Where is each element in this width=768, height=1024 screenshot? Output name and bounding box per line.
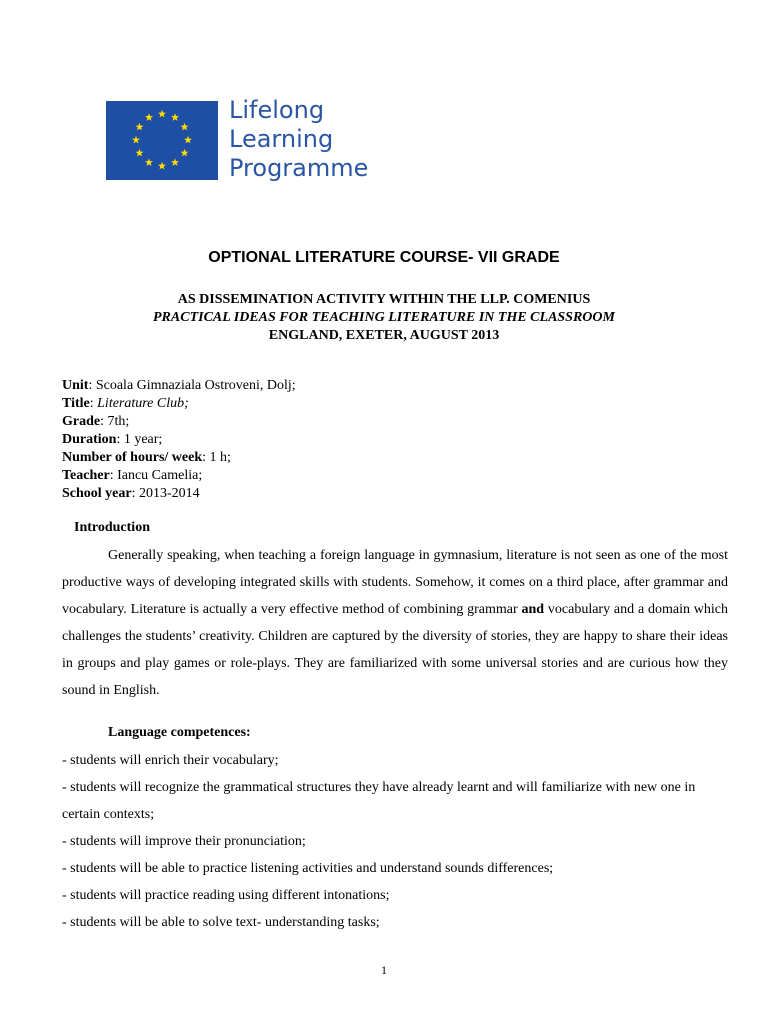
- eu-star-icon: [145, 113, 153, 121]
- eu-star-icon: [145, 158, 153, 166]
- logo-wordmark: [229, 96, 368, 183]
- lifelong-learning-logo: [100, 88, 384, 206]
- unit-label: Unit: [62, 378, 89, 393]
- page-number: 1: [381, 963, 387, 977]
- eu-flag-icon: [106, 101, 218, 180]
- eu-stars-icon: [106, 101, 218, 180]
- title-row: [62, 395, 296, 413]
- title-value: Literature Club;: [97, 396, 189, 411]
- teacher-label: Teacher: [62, 468, 110, 483]
- unit-row: [62, 377, 296, 395]
- logo-line-3: Programme: [229, 154, 369, 182]
- school-year-value: : 2013-2014: [131, 486, 200, 501]
- list-item: - students will be able to solve text- understanding tasks;: [62, 915, 380, 930]
- list-item: - students will practice reading using different intonations;: [62, 888, 390, 903]
- eu-star-icon: [132, 136, 140, 144]
- list-item: - students will enrich their vocabulary;: [62, 753, 279, 768]
- document-title: OPTIONAL LITERATURE COURSE- VII GRADE: [208, 249, 560, 266]
- logo-line-2: Learning: [229, 125, 334, 153]
- grade-label: Grade: [62, 414, 101, 429]
- grade-value: : 7th;: [100, 414, 130, 429]
- eu-star-icon: [181, 149, 189, 157]
- intro-text-2: vocabulary and a domain which challenges the students’ creativity. Children are captured by the diversity of stories, they are happy to share their ideas in groups and play games or role-plays. They are familiarized with some universal stories and are curious how they sound in English.: [62, 602, 729, 698]
- list-item: - students will be able to practice listening activities and understand sounds differences;: [62, 861, 554, 876]
- school-year-label: School year: [62, 486, 132, 501]
- eu-star-icon: [158, 162, 166, 170]
- logo-line-1: Lifelong: [229, 96, 325, 124]
- eu-star-icon: [135, 149, 143, 157]
- school-year-row: [62, 485, 296, 503]
- eu-star-icon: [171, 158, 179, 166]
- eu-star-icon: [171, 113, 179, 121]
- eu-star-icon: [181, 123, 189, 131]
- unit-value: : Scoala Gimnaziala Ostroveni, Dolj;: [88, 378, 296, 393]
- competences-list: [62, 747, 728, 936]
- teacher-row: [62, 467, 296, 485]
- hours-value: : 1 h;: [202, 450, 231, 465]
- eu-star-icon: [184, 136, 192, 144]
- intro-bold-word: and: [521, 602, 545, 617]
- teacher-value: : Iancu Camelia;: [109, 468, 203, 483]
- duration-row: [62, 431, 296, 449]
- hours-label: Number of hours/ week: [62, 450, 203, 465]
- duration-value: : 1 year;: [116, 432, 163, 447]
- duration-label: Duration: [62, 432, 117, 447]
- subtitle-line-2: PRACTICAL IDEAS FOR TEACHING LITERATURE IN THE CLASSROOM: [153, 310, 615, 325]
- list-item: - students will improve their pronunciation;: [62, 834, 306, 849]
- language-competences-heading: Language competences:: [108, 725, 251, 740]
- subtitle-line-3: ENGLAND, EXETER, AUGUST 2013: [268, 328, 500, 343]
- intro-text-1: Generally speaking, when teaching a foreign language in gymnasium, literature is not seen as one of the most productive ways of developing integrated skills with students. Somehow, it comes on a third place, after grammar and vocabulary. Literature is actually a very effective method of combining grammar: [62, 548, 728, 617]
- list-item: - students will recognize the grammatical structures they have already learnt and will familiarize with new one in certain contexts;: [62, 780, 696, 822]
- eu-star-icon: [135, 123, 143, 131]
- introduction-paragraph: [62, 542, 728, 704]
- eu-star-icon: [158, 110, 166, 118]
- grade-row: [62, 413, 296, 431]
- hours-row: [62, 449, 296, 467]
- introduction-heading: Introduction: [74, 520, 150, 535]
- title-separator: :: [89, 396, 98, 411]
- subtitle-line-1: AS DISSEMINATION ACTIVITY WITHIN THE LLP. COMENIUS: [177, 292, 591, 307]
- title-label: Title: [62, 396, 90, 411]
- course-details: [62, 377, 296, 503]
